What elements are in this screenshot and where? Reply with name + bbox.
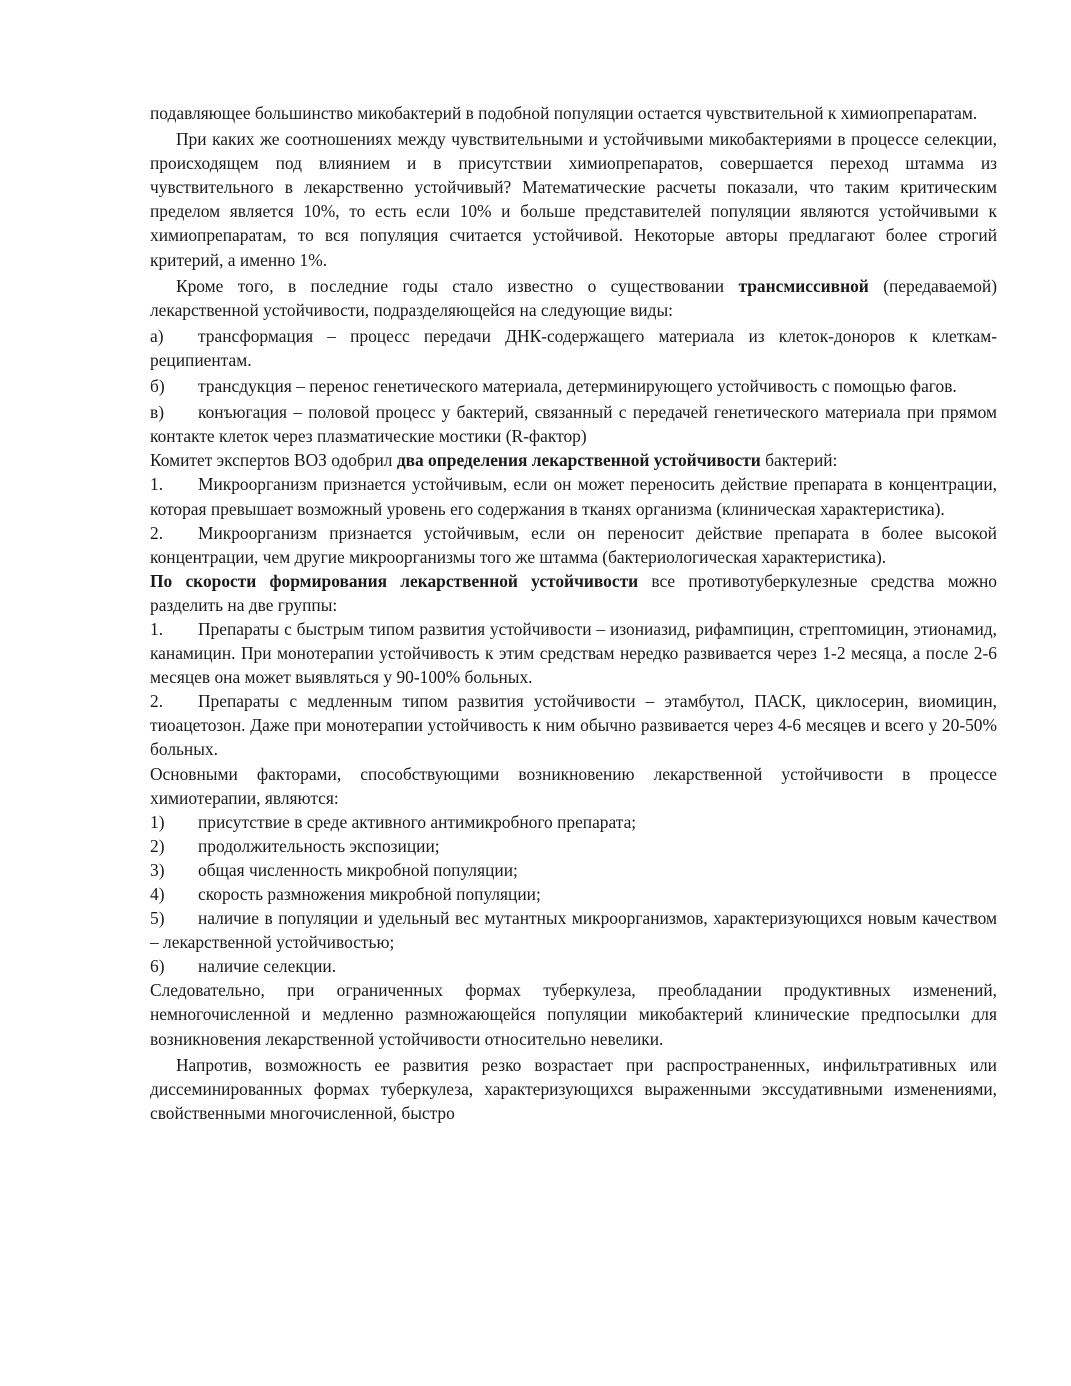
speed-bold-term: По скорости формирования лекарственной устойчивости — [150, 570, 639, 591]
list-item-factor-2 — [150, 834, 997, 858]
who-text-before: Комитет экспертов ВОЗ одобрил — [150, 450, 397, 471]
paragraph-speed — [150, 569, 997, 617]
speed-text-after: все противотуберкулезные средства можно разделить на две группы: — [150, 570, 997, 615]
list-marker: 1. — [150, 474, 164, 495]
list-item-factor-4 — [150, 882, 997, 906]
paragraph-contrary: Напротив, возможность ее развития резко возрастает при распространенных, инфильтративных или диссеминированных формах туберкулеза, характеризующихся выраженными экссудативными изменениями, свойственными многочисленной, быстро — [150, 1054, 997, 1123]
list-item-text: конъюгация – половой процесс у бактерий, связанный с передачей генетического материала при прямом контакте клеток через плазматические мостики (R-фактор) — [150, 402, 997, 447]
who-bold-term: два определения лекарственной устойчивости — [396, 450, 761, 471]
list-item-text: Препараты с быстрым типом развития устойчивости – изониазид, рифампицин, стрептомицин, этионамид, канамицин. При монотерапии устойчивость к этим средствам нередко развивается через 1-2 месяца, а после 2-6 месяцев она может выявляться у 90-100% больных. — [150, 618, 997, 688]
list-item-text: скорость размножения микробной популяции; — [198, 884, 541, 904]
list-item-text: Микроорганизм признается устойчивым, если он может переносить действие препарата в концентрации, которая превышает возможный уровень его содержания в тканях организма (клиническая характеристика). — [150, 474, 997, 519]
list-item-group-2 — [150, 689, 997, 761]
list-item-conjugation — [150, 400, 997, 448]
list-item-text: присутствие в среде активного антимикробного препарата; — [198, 811, 637, 832]
list-item-factor-6 — [150, 954, 997, 978]
transmissive-text-after: (передаваемой) лекарственной устойчивости, подразделяющейся на следующие виды: — [150, 275, 997, 320]
list-item-text: Микроорганизм признается устойчивым, если он переносит действие препарата в более высокой концентрации, чем другие микроорганизмы того же штамма (бактериологическая характеристика). — [150, 522, 997, 567]
paragraph-who — [150, 448, 997, 472]
list-item-transformation — [150, 324, 997, 372]
list-marker: б) — [150, 376, 165, 397]
list-item-text: наличие в популяции и удельный вес мутантных микроорганизмов, характеризующихся новым качеством – лекарственной устойчивостью; — [150, 908, 997, 953]
transmissive-text-before: Кроме того, в последние годы стало известно о существовании — [176, 275, 739, 296]
list-item-factor-3 — [150, 858, 997, 882]
list-marker: а) — [150, 325, 164, 346]
document-page — [150, 101, 997, 1125]
list-marker: 1. — [150, 618, 164, 639]
list-marker: 5) — [150, 908, 165, 929]
list-item-factor-1 — [150, 810, 997, 834]
list-item-group-1 — [150, 617, 997, 689]
list-marker: 4) — [150, 884, 165, 904]
list-item-text: трансдукция – перенос генетического материала, детерминирующего устойчивость с помощью фагов. — [198, 376, 957, 397]
paragraph-transmissive — [150, 274, 997, 322]
list-marker: 2) — [150, 835, 165, 856]
list-item-text: продолжительность экспозиции; — [198, 835, 440, 856]
paragraph-factors: Основными факторами, способствующими возникновению лекарственной устойчивости в процессе химиотерапии, являются: — [150, 763, 997, 808]
paragraph-intro-tail: подавляющее большинство микобактерий в подобной популяции остается чувствительной к химиопрепаратам. — [150, 103, 978, 123]
list-item-text: трансформация – процесс передачи ДНК-содержащего материала из клеток-доноров к клеткам-реципиентам. — [150, 325, 997, 370]
list-marker: 2. — [150, 691, 164, 712]
paragraph-conclusion: Следовательно, при ограниченных формах туберкулеза, преобладании продуктивных изменений, немногочисленной и медленно размножающейся популяции микобактерий клинические предпосылки для возникновения лекарственной устойчивости относительно невелики. — [150, 980, 997, 1049]
list-marker: 1) — [150, 811, 165, 832]
list-item-text: Препараты с медленным типом развития устойчивости – этамбутол, ПАСК, циклосерин, виомицин, тиоацетозон. Даже при монотерапии устойчивость к ним обычно развивается через 4-6 месяцев и всего у 20-50% больных. — [150, 691, 997, 760]
list-marker: 3) — [150, 859, 165, 880]
transmissive-bold-term: трансмиссивной — [738, 275, 869, 296]
list-item-definition-1 — [150, 472, 997, 520]
list-item-text: наличие селекции. — [198, 956, 337, 977]
list-item-transduction — [150, 374, 997, 398]
list-marker: 6) — [150, 956, 165, 977]
list-item-definition-2 — [150, 521, 997, 569]
list-marker: в) — [150, 402, 165, 423]
list-item-text: общая численность микробной популяции; — [198, 859, 518, 880]
list-marker: 2. — [150, 522, 164, 543]
who-text-after: бактерий: — [760, 450, 838, 471]
list-item-factor-5 — [150, 906, 997, 954]
paragraph-selection-ratio: При каких же соотношениях между чувствительными и устойчивыми микобактериями в процессе селекции, происходящем под влиянием и в присутствии химиопрепаратов, совершается переход штамма из чувствительного в лекарственно устойчивый? Математические расчеты показали, что таким критическим пределом является 10%, то есть если 10% и больше представителей популяции являются устойчивыми к химиопрепаратам, то вся популяция считается устойчивой. Некоторые авторы предлагают более строгий критерий, а именно 1%. — [150, 129, 997, 270]
